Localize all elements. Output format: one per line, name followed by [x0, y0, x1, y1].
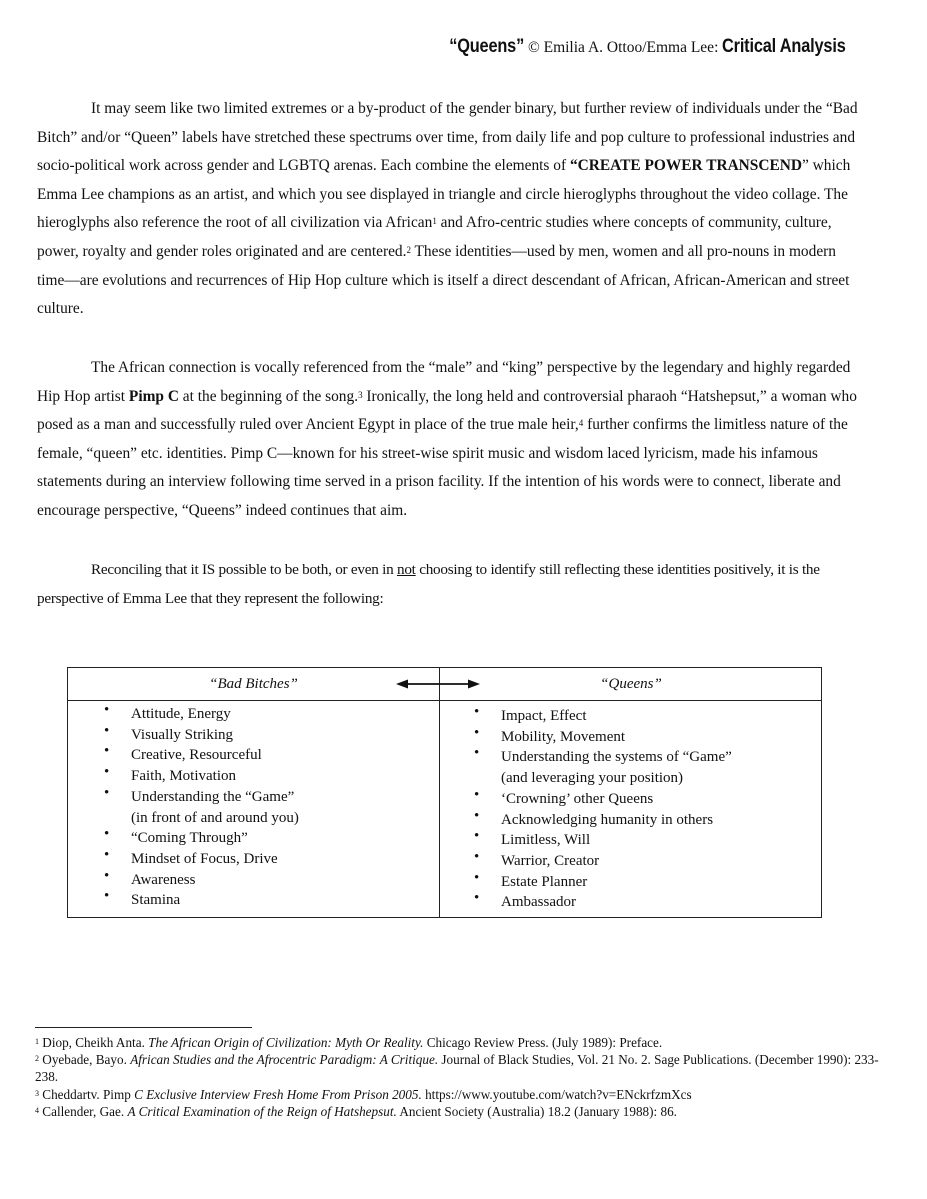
list-item: [104, 784, 299, 828]
paragraph-text: It may seem like two limited extremes or a by-product of the gender binary, but further review of individuals under the “Bad Bitch” and/or “Queen” labels have stretched these spectrums over time, from daily life and pop culture to professional industries and socio-political work across gender and LGBTQ arenas. Each combine the elements of: [37, 100, 858, 175]
footnote-author: Cheddartv. Pimp: [39, 1086, 135, 1102]
list-item-text: Warrior, Creator: [501, 852, 600, 869]
list-item: [104, 722, 299, 746]
bullet-icon: •: [474, 869, 480, 886]
double-headed-arrow-icon: [396, 678, 480, 690]
list-item-text: Creative, Resourceful: [131, 747, 262, 764]
page-header: [437, 36, 852, 58]
paragraph-reconciling: [37, 556, 867, 613]
queens-list: [474, 704, 732, 913]
footnote-separator: [35, 1027, 252, 1028]
bullet-icon: •: [474, 890, 480, 907]
paragraph-text: and Afro-centric studies where concepts of community, culture, power, royalty and gender roles originated and are centered.: [37, 214, 832, 260]
bullet-icon: •: [104, 846, 110, 863]
column-divider: [439, 668, 440, 917]
header-title-queens: “Queens”: [449, 36, 525, 57]
footnote-title: A Critical Examination of the Reign of Hatshepsut.: [127, 1103, 397, 1119]
footnote-ref-4[interactable]: 4: [578, 418, 584, 429]
bullet-icon: •: [104, 702, 110, 718]
bullet-icon: •: [474, 786, 480, 803]
list-item: [104, 743, 299, 766]
list-item-text: (and leveraging your position): [501, 770, 684, 787]
list-item: [474, 807, 732, 831]
list-item-text: Impact, Effect: [501, 708, 587, 724]
bullet-icon: •: [474, 724, 480, 741]
list-item-text: Understanding the systems of “Game”: [501, 749, 732, 766]
list-item-text: Faith, Motivation: [131, 768, 236, 785]
footnote-title: African Studies and the Afrocentric Paradigm: A Critique.: [130, 1052, 439, 1068]
footnote-source: Ancient Society (Australia) 18.2 (January 1988): 86.: [396, 1103, 677, 1119]
footnote-source: Chicago Review Press. (July 1989): Preface.: [423, 1035, 663, 1050]
create-power-transcend-bold: “CREATE POWER TRANSCEND: [569, 157, 802, 175]
header-bad-bitches: “Bad Bitches”: [209, 676, 298, 692]
list-item-text: Visually Striking: [131, 726, 234, 743]
list-item: [474, 828, 732, 851]
list-item: [104, 826, 299, 849]
list-item-text: “Coming Through”: [131, 830, 248, 847]
list-item: [474, 745, 732, 788]
footnote-number: 4: [35, 1105, 39, 1115]
footnotes: [35, 1034, 885, 1120]
list-item: [104, 702, 299, 725]
header-copyright-authors: © Emilia A. Ottoo/Emma Lee:: [527, 39, 719, 56]
bullet-icon: •: [104, 784, 110, 801]
footnote-ref-1[interactable]: 1: [432, 216, 437, 227]
paragraph-text: at the beginning of the song.: [178, 387, 359, 405]
bullet-icon: •: [474, 848, 480, 865]
list-item: [474, 724, 732, 748]
bullet-icon: •: [474, 745, 480, 762]
footnote-1: [35, 1034, 885, 1051]
paragraph-text: These identities—used by men, women and all pro-nouns in modern time—are evolutions and recurrences of Hip Hop culture which is itself a direct descendant of African, African-American and street culture.: [37, 242, 850, 318]
list-item-text: Awareness: [131, 871, 196, 888]
list-item: [474, 848, 732, 872]
paragraph-african-connection: [37, 354, 867, 526]
bullet-icon: •: [104, 867, 110, 884]
list-item-text: Mindset of Focus, Drive: [131, 850, 278, 867]
footnote-4: [35, 1103, 885, 1120]
paragraph-text: The African connection is vocally referenced from the “male” and “king” perspective by the legendary and highly regarded Hip Hop artist: [37, 359, 851, 405]
list-item: [104, 846, 299, 870]
footnote-source: https://www.youtube.com/watch?v=ENckrfzmXcs: [421, 1086, 692, 1102]
bullet-icon: •: [474, 828, 480, 845]
bullet-icon: •: [104, 826, 110, 843]
list-item-text: Mobility, Movement: [501, 728, 626, 745]
header-queens: “Queens”: [600, 676, 662, 692]
footnote-number: 1: [35, 1037, 39, 1046]
bullet-icon: •: [104, 722, 110, 739]
bullet-icon: •: [104, 764, 110, 781]
paragraph-intro: [37, 95, 867, 324]
not-underlined: not: [396, 561, 416, 578]
paragraph-text: Ironically, the long held and controversial pharaoh “Hatshepsut,” a woman who posed as a man and successfully ruled over Ancient Egypt in place of the true male heir,: [37, 387, 857, 434]
comparison-table: [67, 667, 822, 918]
footnote-author: Diop, Cheikh Anta.: [39, 1035, 149, 1050]
footnote-author: Callender, Gae.: [39, 1103, 128, 1119]
footnote-2: [35, 1051, 885, 1085]
footnote-title: C Exclusive Interview Fresh Home From Prison 2005.: [134, 1086, 422, 1102]
list-item: [474, 704, 732, 727]
footnote-ref-3[interactable]: 3: [358, 389, 363, 400]
list-item: [474, 786, 732, 810]
footnote-author: Oyebade, Bayo.: [39, 1052, 131, 1068]
list-item: [474, 890, 732, 913]
list-item-text: Limitless, Will: [501, 832, 591, 849]
bullet-icon: •: [104, 743, 110, 760]
list-item-text: Attitude, Energy: [131, 706, 231, 722]
paragraph-text: ” which Emma Lee champions as an artist, and which you see displayed in triangle and circle hieroglyphs throughout the video collage. The hieroglyphs also reference the root of all civilization via African: [37, 157, 851, 232]
paragraph-text: Reconciling that it IS possible to be both, or even in: [91, 561, 397, 578]
list-item: [104, 764, 299, 787]
list-item: [104, 888, 299, 911]
footnote-source: Journal of Black Studies, Vol. 21 No. 2. Sage Publications. (December 1990): 233-238.: [35, 1052, 879, 1085]
paragraph-text: further confirms the limitless nature of the female, “queen” etc. identities. Pimp C—known for his street-wise spirit music and wisdom laced lyricism, made his infamous statements during an interview following time served in a prison facility. If the intention of his words were to connect, liberate and encourage perspective, “Queens” indeed continues that aim.: [37, 416, 848, 519]
list-item-text: Estate Planner: [501, 873, 588, 890]
bullet-icon: •: [474, 704, 480, 720]
list-item-text: ‘Crowning’ other Queens: [501, 790, 654, 807]
list-item-text: (in front of and around you): [131, 809, 299, 826]
footnote-title: The African Origin of Civilization: Myth Or Reality.: [148, 1035, 424, 1050]
list-item-text: Acknowledging humanity in others: [501, 811, 714, 828]
footnote-number: 3: [35, 1088, 39, 1098]
footnote-3: [35, 1086, 885, 1103]
list-item-text: Understanding the “Game”: [131, 788, 295, 805]
header-title-critical-analysis: Critical Analysis: [722, 36, 846, 57]
list-item-text: Ambassador: [501, 894, 576, 911]
paragraph-text: choosing to identify still reflecting these identities positively, it is the perspective of Emma Lee that they represent the following:: [37, 561, 820, 607]
list-item: [474, 869, 732, 893]
list-item: [104, 867, 299, 891]
footnote-number: 2: [35, 1054, 39, 1064]
bad-bitches-list: [104, 702, 299, 911]
bullet-icon: •: [104, 888, 110, 905]
list-item-text: Stamina: [131, 892, 181, 909]
pimp-c-bold: Pimp C: [128, 387, 179, 405]
footnote-ref-2[interactable]: 2: [406, 244, 411, 255]
bullet-icon: •: [474, 807, 480, 824]
